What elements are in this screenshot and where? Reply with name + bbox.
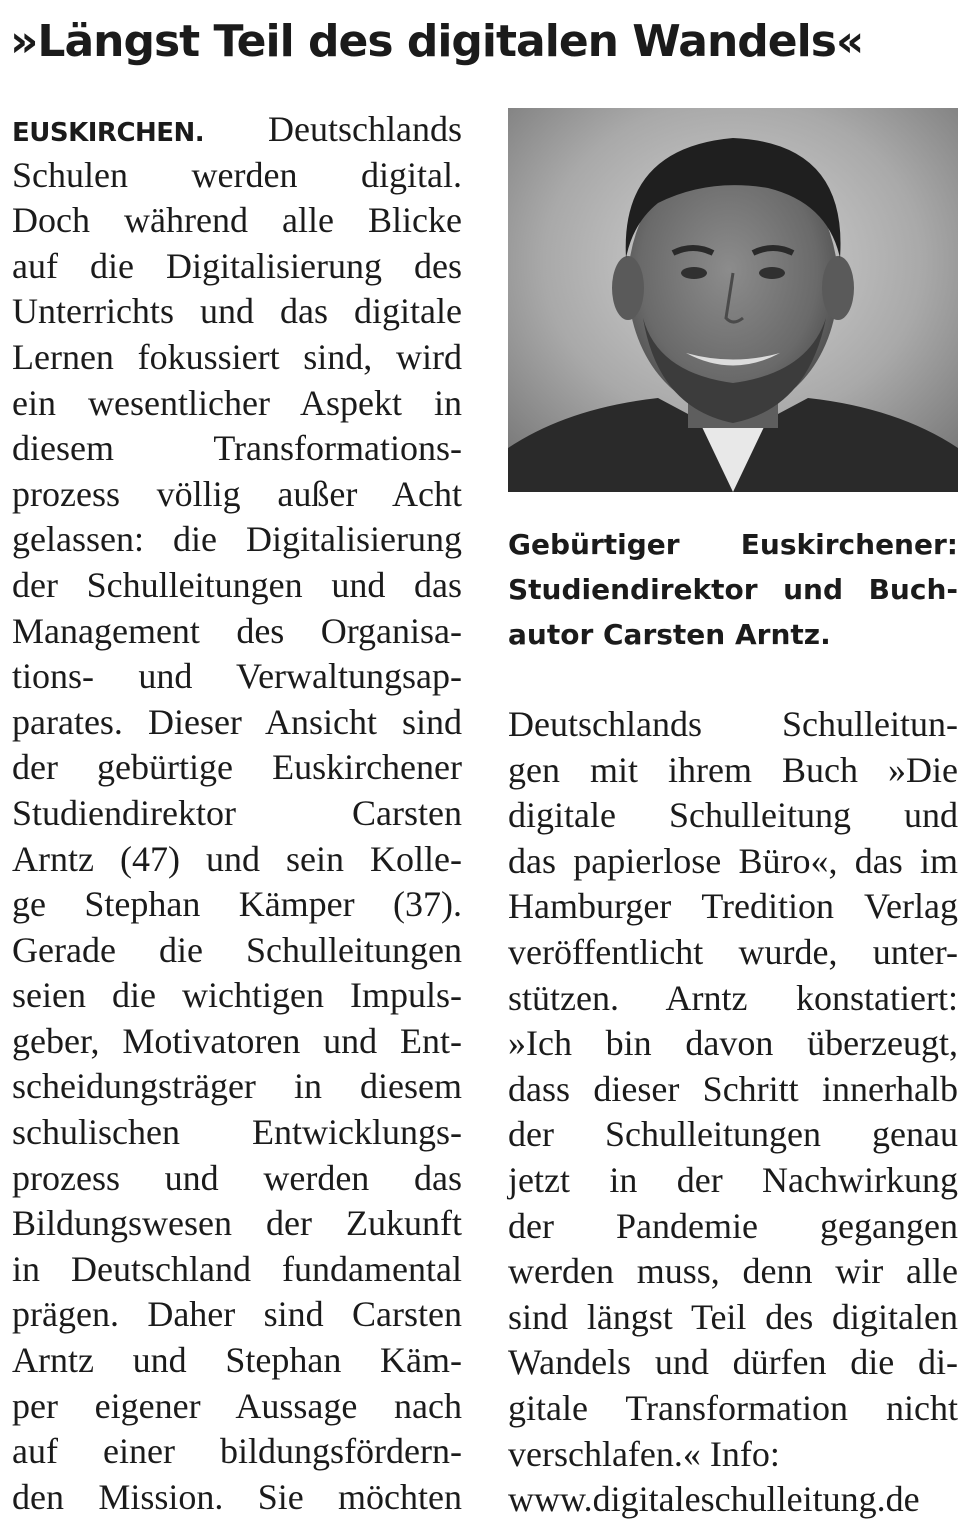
portrait-photo xyxy=(508,108,958,492)
text-line: das papierlose Büro«, das im xyxy=(508,840,958,881)
text-line: Bildungswesen der Zukunft xyxy=(12,1203,462,1244)
text-line: auf die Digitalisierung des xyxy=(12,245,462,286)
text-line: jetzt in der Nachwirkung xyxy=(508,1159,958,1200)
text-line: in Deutschland fundamental xyxy=(12,1248,462,1289)
text-line: Management des Organisa- xyxy=(12,610,462,651)
text-line: der gebürtige Euskirchener xyxy=(12,747,462,788)
text-line: der Pandemie gegangen xyxy=(508,1205,958,1246)
photo-caption xyxy=(508,522,958,657)
text-line: per eigener Aussage nach xyxy=(12,1385,462,1426)
text-line: prägen. Daher sind Carsten xyxy=(12,1294,462,1335)
text-line: stützen. Arntz konstatiert: xyxy=(508,977,958,1018)
text-line: ein wesentlicher Aspekt in xyxy=(12,382,462,423)
text-line: tions- und Verwaltungsap- xyxy=(12,656,462,697)
caption-line: autor Carsten Arntz. xyxy=(508,618,831,651)
text-line: geber, Motivatoren und Ent- xyxy=(12,1020,462,1061)
text-line: gelassen: die Digitalisierung xyxy=(12,519,462,560)
text-line: der Schulleitungen und das xyxy=(12,564,462,605)
website-link[interactable]: www.digitaleschulleitung.de xyxy=(508,1479,920,1520)
headline: »Längst Teil des digitalen Wandels« xyxy=(10,16,864,67)
text-line: Deutschlands Schulleitun- xyxy=(508,704,958,744)
text-line: Doch während alle Blicke xyxy=(12,200,462,241)
text-line: digitale Schulleitung und xyxy=(508,795,958,836)
text-line: ge Stephan Kämper (37). xyxy=(12,884,462,925)
text-line: prozess völlig außer Acht xyxy=(12,473,462,514)
text-line: Gerade die Schulleitungen xyxy=(12,929,462,970)
text-line: »Ich bin davon überzeugt, xyxy=(508,1023,958,1064)
text-line: Arntz (47) und sein Kolle- xyxy=(12,838,462,879)
text-line: Unterrichts und das digitale xyxy=(12,291,462,332)
text-line: Schulen werden digital. xyxy=(12,154,462,195)
text-line: sind längst Teil des digitalen xyxy=(508,1296,958,1337)
text-line: Lernen fokussiert sind, wird xyxy=(12,336,462,377)
text-line: veröffentlicht wurde, unter- xyxy=(508,931,958,972)
caption-line: Studiendirektor und Buch- xyxy=(508,573,958,606)
text-line: scheidungsträger in diesem xyxy=(12,1066,462,1107)
text-line: Arntz und Stephan Käm- xyxy=(12,1340,462,1381)
text-line: parates. Dieser Ansicht sind xyxy=(12,701,462,742)
text-line: prozess und werden das xyxy=(12,1157,462,1198)
text-line: Wandels und dürfen die di- xyxy=(508,1342,958,1383)
text-line: auf einer bildungsfördern- xyxy=(12,1431,462,1472)
text-line: dass dieser Schritt innerhalb xyxy=(508,1068,958,1109)
text-line: werden muss, denn wir alle xyxy=(508,1251,958,1292)
text-line: gen mit ihrem Buch »Die xyxy=(508,749,958,790)
text-line: verschlafen.« Info: xyxy=(508,1433,780,1474)
text-line xyxy=(12,107,462,153)
portrait-image xyxy=(508,108,958,492)
text-line: den Mission. Sie möchten xyxy=(12,1476,462,1517)
text-line: gitale Transformation nicht xyxy=(508,1387,958,1428)
text-line: der Schulleitungen genau xyxy=(508,1114,958,1155)
text-line: schulischen Entwicklungs- xyxy=(12,1112,462,1153)
text-line: Studiendirektor Carsten xyxy=(12,792,462,833)
dateline: EUSKIRCHEN. xyxy=(12,118,205,148)
right-column xyxy=(508,702,958,1523)
text-line: diesem Transformations- xyxy=(12,428,462,469)
text-line-content: Deutschlands xyxy=(268,109,462,149)
left-column xyxy=(12,107,462,1520)
text-line: Hamburger Tredition Verlag xyxy=(508,886,958,927)
text-line: seien die wichtigen Impuls- xyxy=(12,975,462,1016)
caption-line: Gebürtiger Euskirchener: xyxy=(508,528,958,561)
